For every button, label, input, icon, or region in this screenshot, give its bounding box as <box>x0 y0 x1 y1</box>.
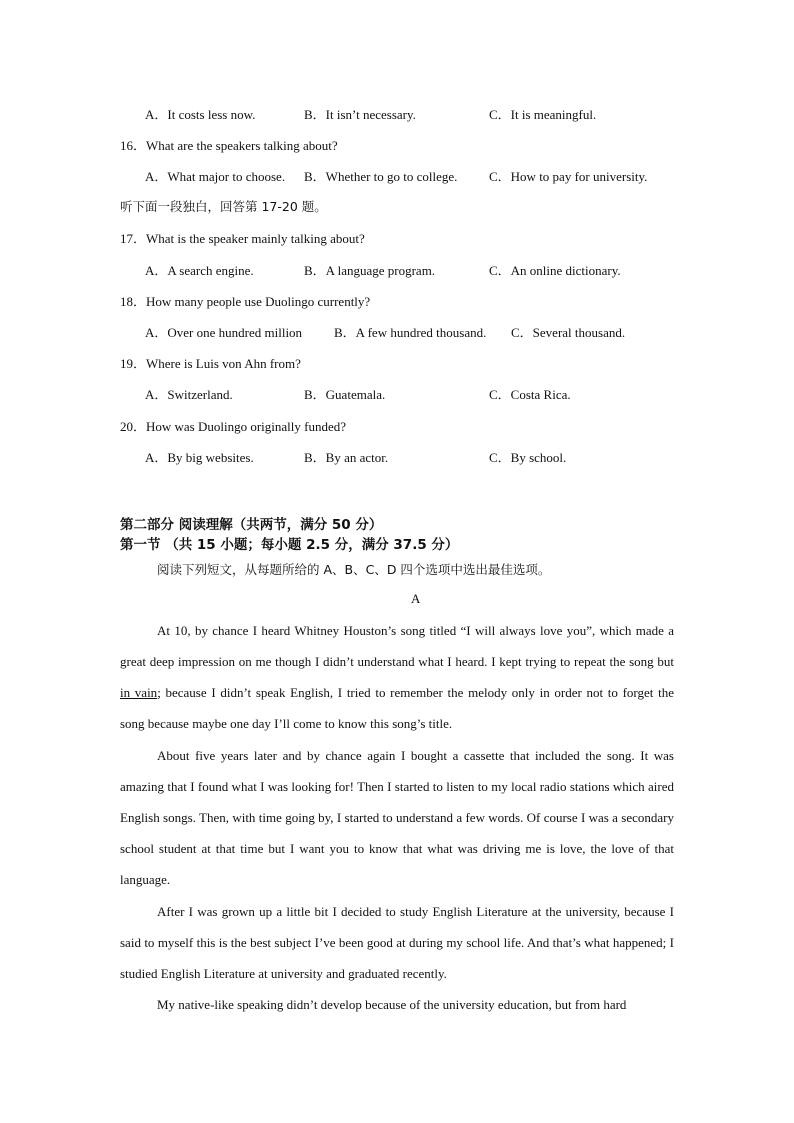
q20-option-b: B．By an actor. <box>304 450 389 465</box>
passage-paragraph-3: After I was grown up a little bit I decided to study English Literature at the university, because I said to myself this is the best subject I’ve been good at during my school life. And that’s what happened; I studied English Literature at university and graduated recently. <box>120 904 674 981</box>
q20-option-c: C．By school. <box>489 450 567 465</box>
q16-stem: 16．What are the speakers talking about? <box>120 138 338 153</box>
q15-option-c: C．It is meaningful. <box>489 107 597 122</box>
section-one-title: 第一节 （共 15 小题；每小题 2.5 分，满分 37.5 分） <box>120 537 459 553</box>
underlined-phrase: in vain <box>120 685 158 700</box>
q17-stem: 17．What is the speaker mainly talking about? <box>120 231 365 246</box>
q18-option-c: C．Several thousand. <box>511 325 626 340</box>
q16-option-b: B．Whether to go to college. <box>304 169 458 184</box>
passage-label: A <box>411 591 421 606</box>
q19-stem: 19．Where is Luis von Ahn from? <box>120 356 301 371</box>
part-two-title: 第二部分 阅读理解（共两节，满分 50 分） <box>120 517 383 533</box>
q15-option-a: A．It costs less now. <box>145 107 256 122</box>
passage-paragraph-2: About five years later and by chance again I bought a cassette that included the song. It was amazing that I found what I was looking for! Then I started to listen to my local radio stations which aired English songs. Then, with time going by, I started to understand a few words. Of course I was a secondary school student at that time but I want you to know that what was driving me is love, the love of that language. <box>120 748 674 887</box>
passage-paragraph-1: At 10, by chance I heard Whitney Houston’s song titled “I will always love you”, which made a great deep impression on me though I didn’t understand what I heard. I kept trying to repeat the song but in vain; because I didn’t speak English, I tried to remember the melody only in order not to forget the song because maybe one day I’ll come to know this song’s title. <box>120 623 674 731</box>
q15-option-b: B．It isn’t necessary. <box>304 107 416 122</box>
q17-option-b: B．A language program. <box>304 263 436 278</box>
q20-stem: 20．How was Duolingo originally funded? <box>120 419 347 434</box>
q18-stem: 18．How many people use Duolingo currently? <box>120 294 371 309</box>
q19-option-b: B．Guatemala. <box>304 387 386 402</box>
q20-option-a: A．By big websites. <box>145 450 254 465</box>
q17-option-a: A．A search engine. <box>145 263 254 278</box>
passage-paragraph-4: My native-like speaking didn’t develop because of the university education, but from hard <box>157 997 627 1012</box>
q19-option-c: C．Costa Rica. <box>489 387 571 402</box>
q16-option-a: A．What major to choose. <box>145 169 286 184</box>
instruction-17-20: 听下面一段独白，回答第 17-20 题。 <box>120 199 327 214</box>
q16-option-c: C．How to pay for university. <box>489 169 648 184</box>
q17-option-c: C．An online dictionary. <box>489 263 621 278</box>
q18-option-b: B．A few hundred thousand. <box>334 325 487 340</box>
q19-option-a: A．Switzerland. <box>145 387 233 402</box>
reading-instruction: 阅读下列短文，从每题所给的 A、B、C、D 四个选项中选出最佳选项。 <box>157 562 551 577</box>
q18-option-a: A．Over one hundred million <box>145 325 303 340</box>
